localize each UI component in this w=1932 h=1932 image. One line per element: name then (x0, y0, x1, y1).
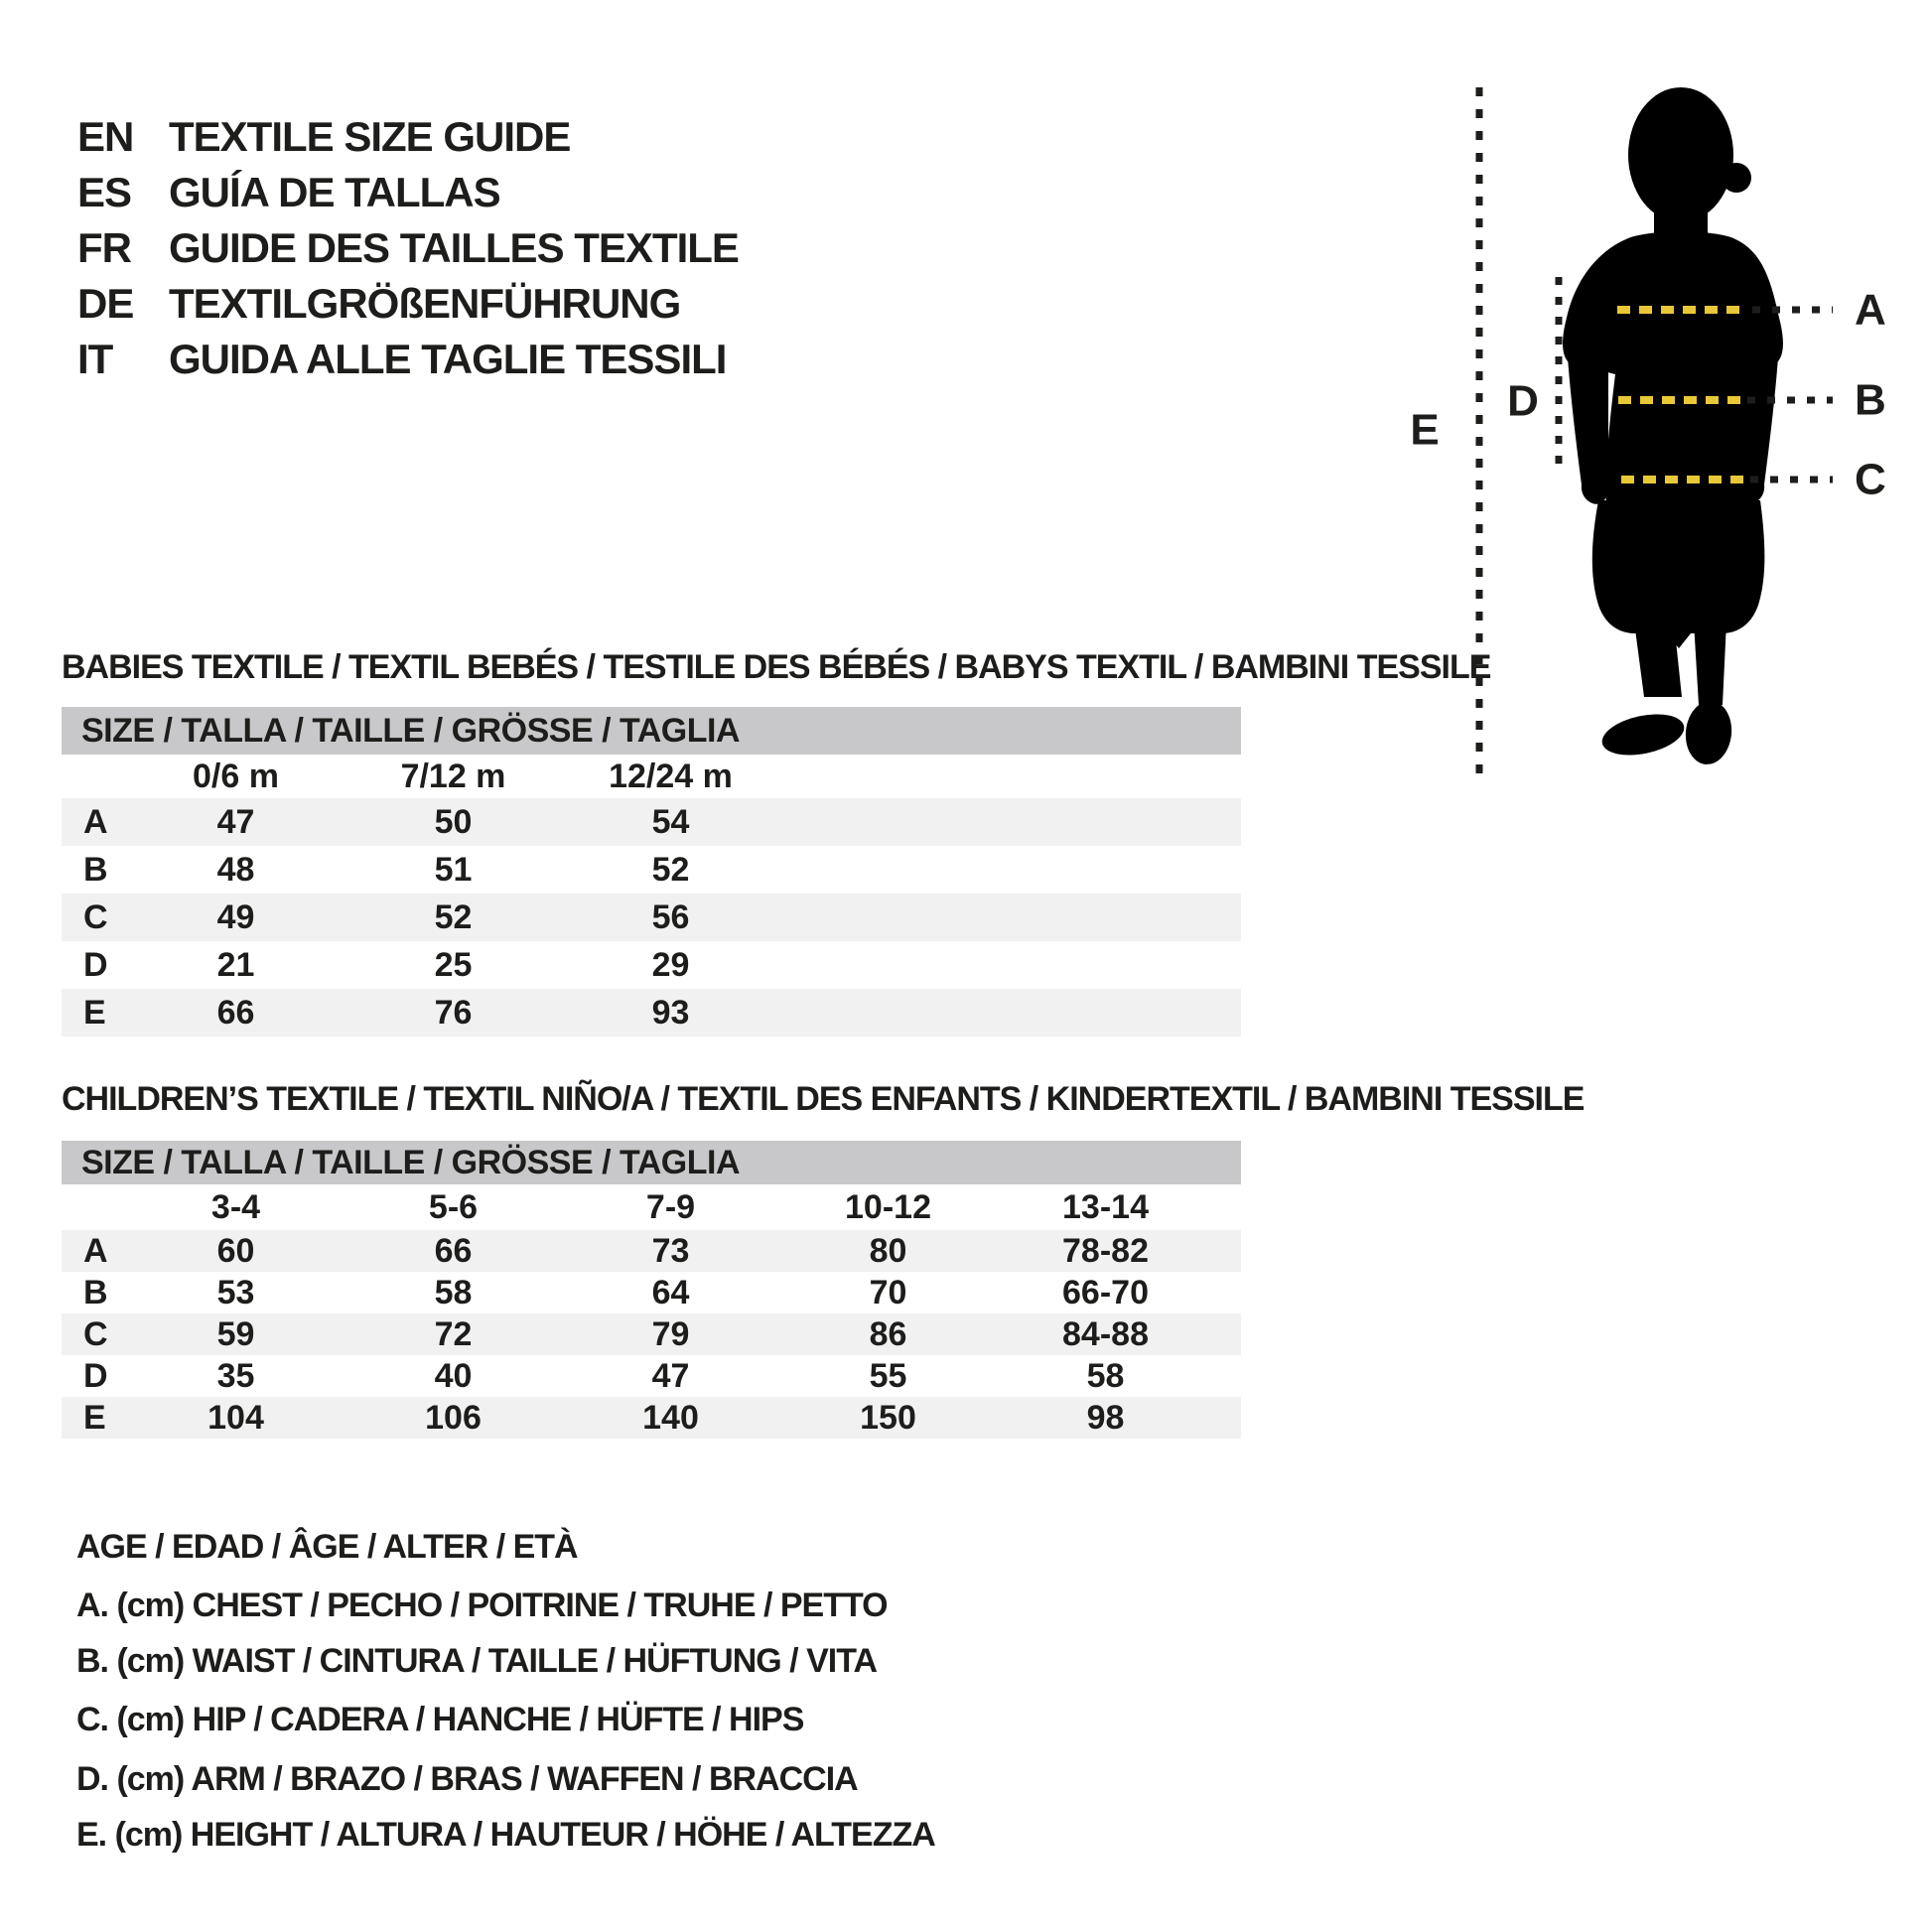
row-label: A (83, 1232, 108, 1270)
table-cell: 29 (651, 946, 690, 984)
table-cell: 35 (216, 1357, 255, 1395)
table-cell: 80 (869, 1232, 907, 1270)
language-row-en (77, 109, 739, 165)
table-row (62, 1272, 1241, 1313)
language-code-en: EN (77, 113, 134, 160)
babies-column-header: 12/24 m (609, 758, 733, 795)
table-cell: 106 (425, 1399, 482, 1437)
language-row-de (77, 276, 739, 332)
language-code-de: DE (77, 280, 134, 327)
language-title-en: TEXTILE SIZE GUIDE (169, 113, 571, 160)
language-title-block (77, 109, 739, 387)
table-cell: 72 (434, 1315, 473, 1353)
babies-column-header-row (62, 755, 1241, 798)
language-row-it (77, 332, 739, 387)
table-cell: 84-88 (1062, 1315, 1149, 1353)
table-cell: 76 (434, 994, 473, 1032)
language-code-es: ES (77, 169, 132, 215)
table-cell: 60 (216, 1232, 255, 1270)
table-row (62, 1397, 1241, 1439)
table-cell: 51 (434, 851, 473, 889)
children-column-header-spacer (62, 1184, 127, 1230)
silhouette-right-shoe (1683, 699, 1734, 766)
table-cell: 70 (869, 1274, 907, 1311)
row-label: B (83, 851, 108, 889)
legend-arm-line: D. (cm) ARM / BRAZO / BRAS / WAFFEN / BRACCIA (76, 1760, 858, 1798)
table-cell: 53 (216, 1274, 255, 1311)
table-cell: 40 (434, 1357, 473, 1395)
table-cell: 78-82 (1062, 1232, 1149, 1270)
table-cell: 66 (216, 994, 255, 1032)
table-cell: 140 (642, 1399, 699, 1437)
table-cell: 66 (434, 1232, 473, 1270)
table-cell: 25 (434, 946, 473, 984)
table-cell: 49 (216, 898, 255, 936)
silhouette-left-shoe (1598, 708, 1688, 762)
table-cell: 58 (1086, 1357, 1125, 1395)
measure-label-c: C (1855, 455, 1886, 504)
table-cell: 98 (1086, 1399, 1125, 1437)
silhouette-right-leg (1694, 621, 1726, 705)
table-cell: 66-70 (1062, 1274, 1149, 1311)
children-column-header: 13-14 (1062, 1188, 1149, 1226)
table-cell: 47 (216, 803, 255, 841)
language-code-it: IT (77, 336, 113, 382)
table-cell: 52 (434, 898, 473, 936)
legend-waist-line: B. (cm) WAIST / CINTURA / TAILLE / HÜFTUNG / VITA (76, 1642, 877, 1680)
measure-label-a: A (1855, 285, 1886, 335)
table-cell: 58 (434, 1274, 473, 1311)
legend-chest-line: A. (cm) CHEST / PECHO / POITRINE / TRUHE / PETTO (76, 1587, 888, 1624)
table-cell: 104 (207, 1399, 264, 1437)
table-row (62, 1313, 1241, 1355)
babies-column-header: 7/12 m (400, 758, 506, 795)
row-label: B (83, 1274, 108, 1311)
children-column-header: 10-12 (845, 1188, 931, 1226)
babies-column-header: 0/6 m (193, 758, 279, 795)
table-cell: 55 (869, 1357, 907, 1395)
table-row (62, 1230, 1241, 1272)
table-cell: 59 (216, 1315, 255, 1353)
children-size-header-bar: SIZE / TALLA / TAILLE / GRÖSSE / TAGLIA (62, 1141, 1241, 1184)
row-label: A (83, 803, 108, 841)
table-cell: 48 (216, 851, 255, 889)
table-cell: 86 (869, 1315, 907, 1353)
children-column-header: 7-9 (645, 1188, 696, 1226)
children-column-header-row (62, 1184, 1241, 1230)
language-row-es (77, 165, 739, 220)
children-section-title: CHILDREN’S TEXTILE / TEXTIL NIÑO/A / TEXTIL DES ENFANTS / KINDERTEXTIL / BAMBINI TESSILE (62, 1080, 1585, 1118)
row-label: D (83, 1357, 108, 1395)
measure-label-b: B (1855, 375, 1886, 425)
table-row (62, 989, 1241, 1036)
table-cell: 54 (651, 803, 690, 841)
language-title-de: TEXTILGRÖßENFÜHRUNG (169, 280, 681, 327)
table-row (62, 1355, 1241, 1397)
table-row (62, 941, 1241, 989)
row-label: E (83, 1399, 106, 1437)
babies-section-title: BABIES TEXTILE / TEXTIL BEBÉS / TESTILE DES BÉBÉS / BABYS TEXTIL / BAMBINI TESSILE (62, 648, 1491, 686)
language-row-fr (77, 220, 739, 276)
measure-label-e: E (1410, 405, 1440, 455)
language-code-fr: FR (77, 224, 131, 271)
row-label: C (83, 1315, 108, 1353)
table-cell: 56 (651, 898, 690, 936)
table-cell: 50 (434, 803, 473, 841)
measurement-figure (1320, 60, 1932, 834)
silhouette-ear (1722, 163, 1751, 193)
babies-size-header-bar: SIZE / TALLA / TAILLE / GRÖSSE / TAGLIA (62, 707, 1241, 755)
babies-column-header-spacer (62, 755, 127, 798)
table-cell: 47 (651, 1357, 690, 1395)
table-cell: 79 (651, 1315, 690, 1353)
table-cell: 52 (651, 851, 690, 889)
measure-label-d: D (1507, 376, 1539, 426)
table-row (62, 798, 1241, 846)
children-column-header: 5-6 (428, 1188, 479, 1226)
row-label: E (83, 994, 106, 1032)
language-title-it: GUIDA ALLE TAGLIE TESSILI (169, 336, 727, 382)
language-title-fr: GUIDE DES TAILLES TEXTILE (169, 224, 739, 271)
table-row (62, 846, 1241, 894)
table-cell: 93 (651, 994, 690, 1032)
legend-age-line: AGE / EDAD / ÂGE / ALTER / ETÀ (76, 1528, 578, 1566)
children-size-table (62, 1141, 1241, 1439)
table-cell: 21 (216, 946, 255, 984)
table-cell: 73 (651, 1232, 690, 1270)
legend-height-line: E. (cm) HEIGHT / ALTURA / HAUTEUR / HÖHE / ALTEZZA (76, 1816, 935, 1854)
babies-size-table (62, 707, 1241, 1036)
table-row (62, 894, 1241, 941)
legend-hip-line: C. (cm) HIP / CADERA / HANCHE / HÜFTE / HIPS (76, 1701, 804, 1738)
language-title-es: GUÍA DE TALLAS (169, 169, 500, 215)
silhouette-shorts (1592, 500, 1765, 648)
row-label: C (83, 898, 108, 936)
table-cell: 64 (651, 1274, 690, 1311)
row-label: D (83, 946, 108, 984)
table-cell: 150 (860, 1399, 916, 1437)
silhouette-left-arm (1568, 357, 1608, 504)
silhouette-left-leg (1634, 621, 1682, 697)
child-silhouette-icon (1563, 87, 1783, 766)
children-column-header: 3-4 (210, 1188, 261, 1226)
